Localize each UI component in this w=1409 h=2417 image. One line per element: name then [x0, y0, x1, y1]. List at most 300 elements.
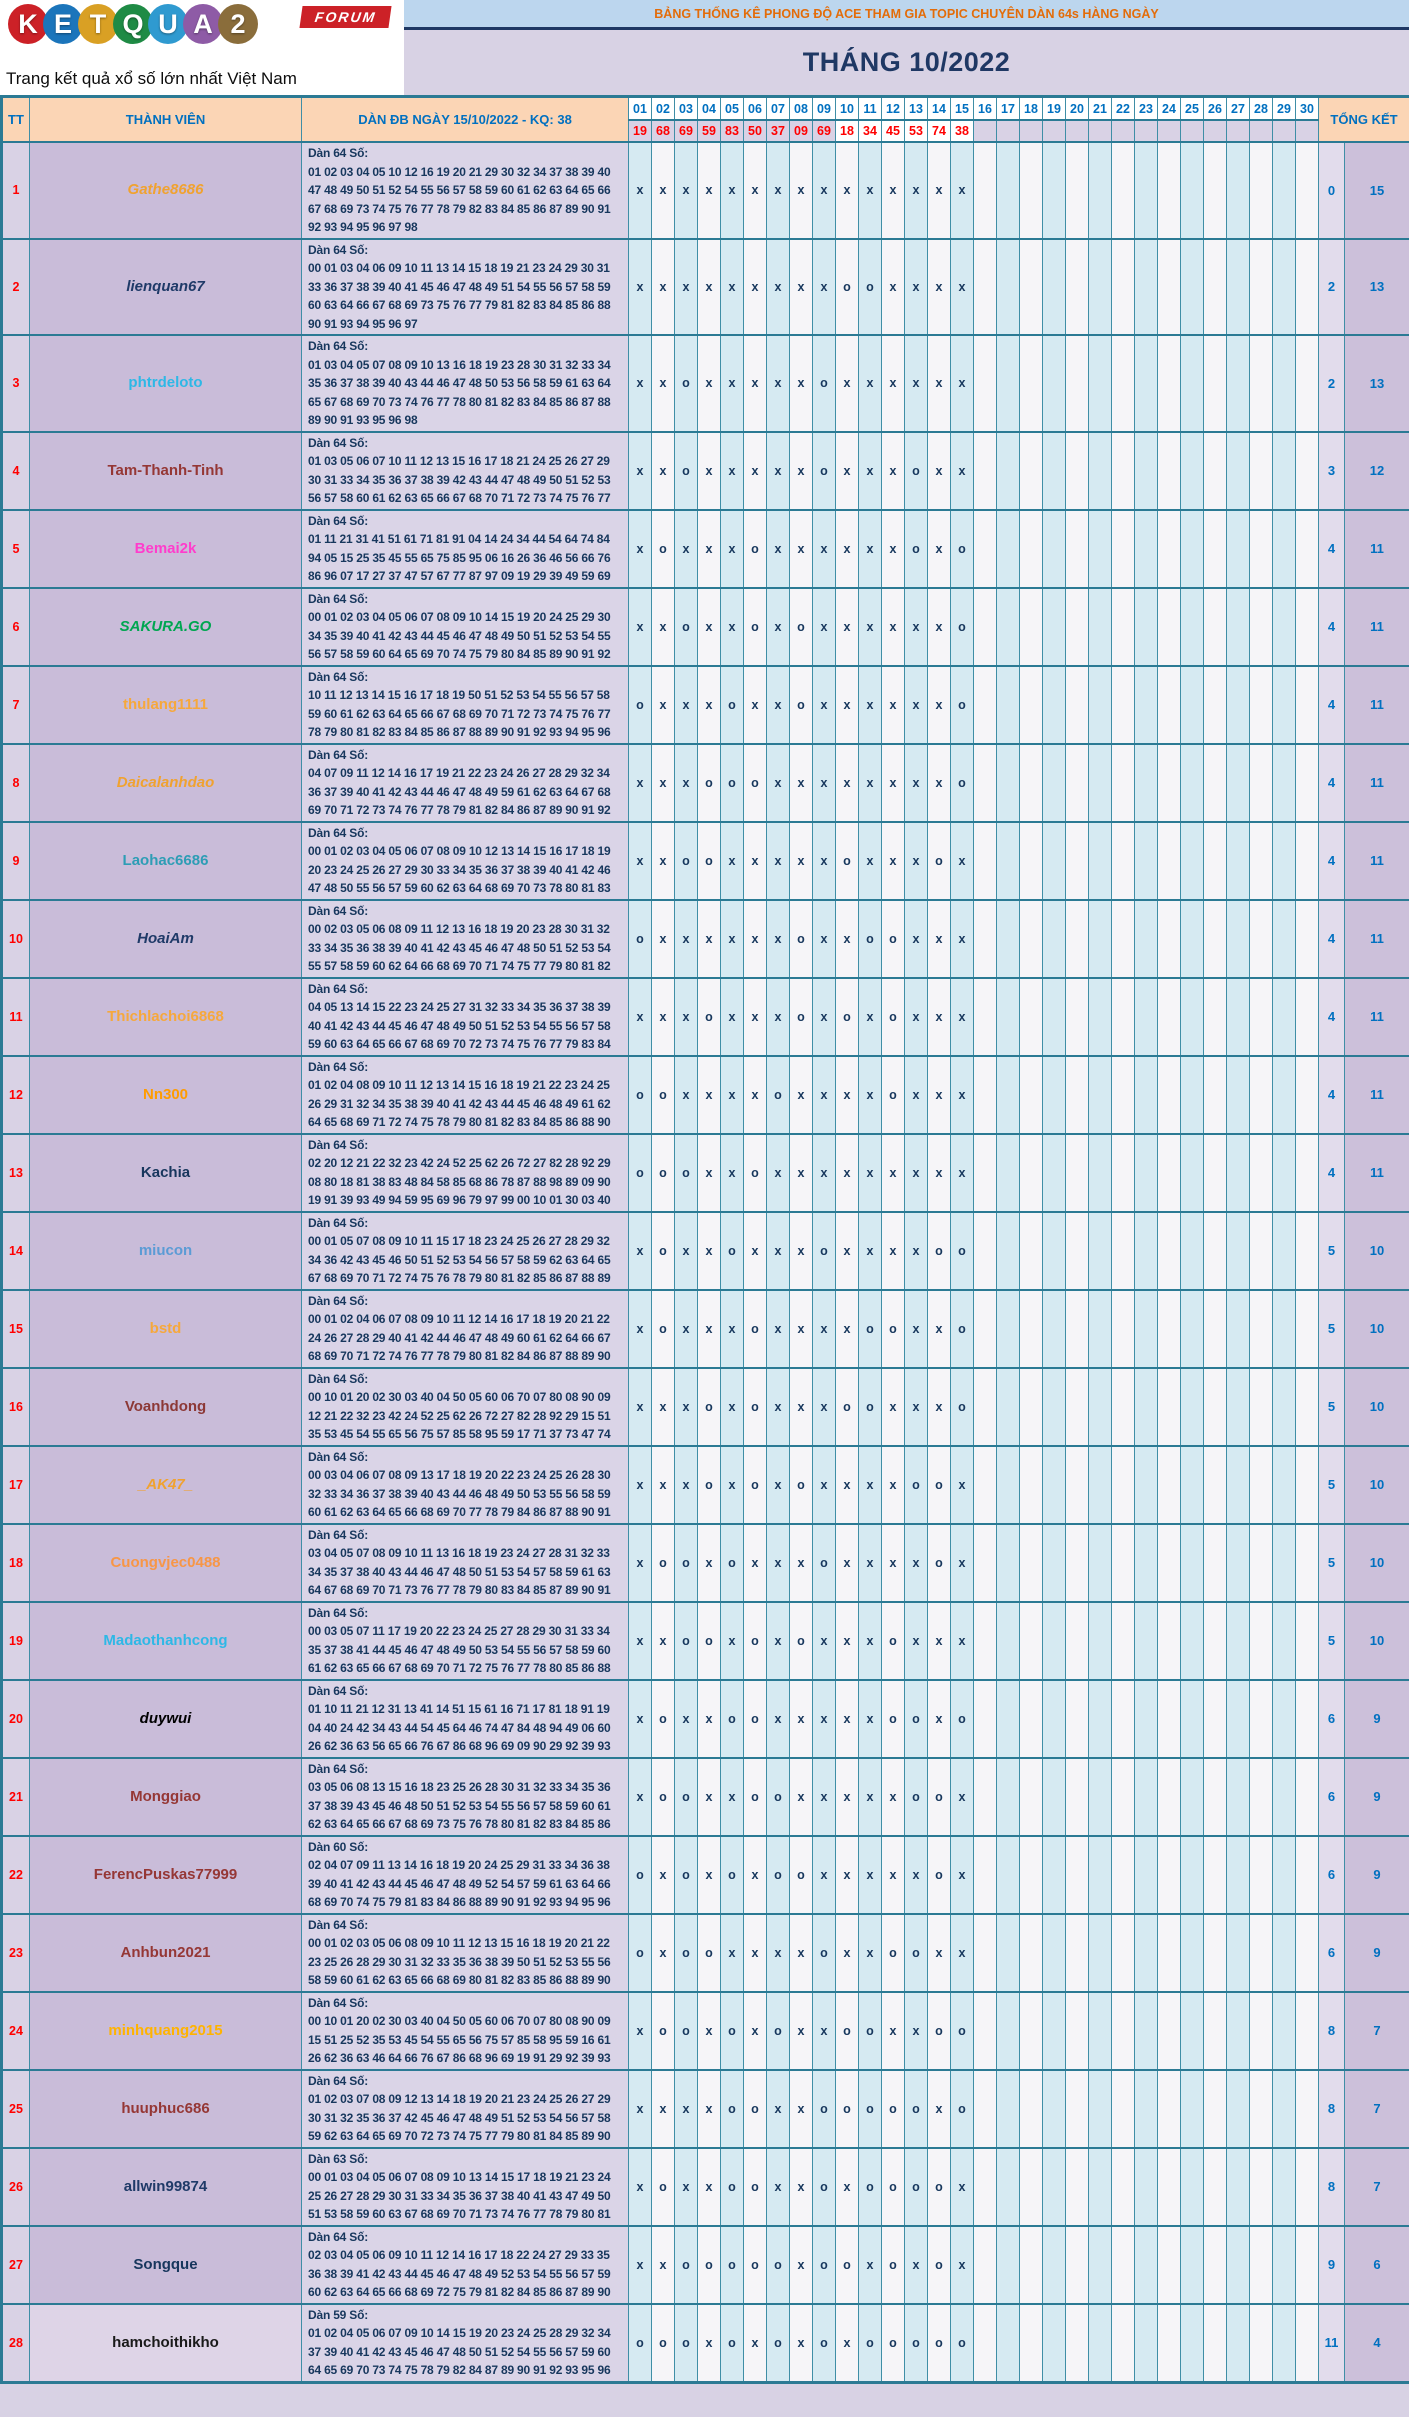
mark-cell	[1227, 1212, 1250, 1290]
mark-cell	[1158, 2148, 1181, 2226]
mark-cell	[1066, 510, 1089, 588]
day-header: 07	[767, 97, 790, 121]
mark-cell	[1250, 2148, 1273, 2226]
member-row	[2, 2226, 1409, 2304]
member-name: Songque	[133, 2255, 198, 2273]
col-header-dan: DÀN ĐB NGÀY 15/10/2022 - KQ: 38	[302, 97, 629, 143]
dan-label: Dàn 64 Số:	[308, 242, 369, 257]
mark-cell: x	[790, 1290, 813, 1368]
mark-cell	[974, 978, 997, 1056]
mark-cell: o	[767, 1992, 790, 2070]
member-cell	[30, 1680, 302, 1758]
mark-cell: x	[629, 1992, 652, 2070]
mark-cell	[1250, 1056, 1273, 1134]
mark-cell	[1043, 1446, 1066, 1524]
row-index: 9	[2, 822, 30, 900]
mark-cell: x	[928, 588, 951, 666]
mark-cell: x	[859, 1134, 882, 1212]
mark-cell	[1089, 2226, 1112, 2304]
member-name: _AK47_	[137, 1475, 194, 1493]
mark-cell	[974, 1524, 997, 1602]
dan-numbers-line: 60 62 63 64 65 66 68 69 72 75 79 81 82 84 85 86 87 89 90	[308, 2285, 611, 2299]
total-col1: 9	[1319, 2226, 1345, 2304]
mark-cell: x	[813, 1446, 836, 1524]
mark-cell: x	[790, 2304, 813, 2383]
mark-cell: o	[905, 432, 928, 510]
mark-cell: x	[629, 822, 652, 900]
mark-cell	[1250, 666, 1273, 744]
logo-letter: A	[183, 4, 223, 44]
mark-cell	[1273, 2304, 1296, 2383]
row-index: 12	[2, 1056, 30, 1134]
total-col1: 4	[1319, 510, 1345, 588]
mark-cell	[1204, 822, 1227, 900]
mark-cell: o	[790, 1446, 813, 1524]
mark-cell	[1066, 239, 1089, 336]
mark-cell: x	[721, 335, 744, 432]
member-name: allwin99874	[123, 2177, 208, 2195]
result-value: 69	[675, 120, 698, 142]
mark-cell	[997, 1524, 1020, 1602]
dan-cell	[302, 335, 629, 432]
mark-cell: o	[790, 666, 813, 744]
mark-cell	[1227, 1680, 1250, 1758]
mark-cell	[1273, 744, 1296, 822]
mark-cell	[1043, 142, 1066, 239]
mark-cell: x	[767, 1524, 790, 1602]
mark-cell: o	[629, 1914, 652, 1992]
mark-cell: o	[928, 2304, 951, 2383]
mark-cell	[1181, 1992, 1204, 2070]
mark-cell	[1020, 900, 1043, 978]
mark-cell: x	[813, 822, 836, 900]
result-value: 69	[813, 120, 836, 142]
dan-cell	[302, 2226, 629, 2304]
mark-cell: x	[951, 432, 974, 510]
mark-cell	[1043, 744, 1066, 822]
mark-cell	[1135, 1290, 1158, 1368]
mark-cell	[1273, 1134, 1296, 1212]
mark-cell: x	[836, 744, 859, 822]
mark-cell: x	[882, 744, 905, 822]
mark-cell	[1135, 2070, 1158, 2148]
member-cell	[30, 744, 302, 822]
total-col2: 4	[1345, 2304, 1409, 2383]
mark-cell: o	[882, 1680, 905, 1758]
month-title: THÁNG 10/2022	[802, 47, 1011, 77]
mark-cell: x	[744, 1524, 767, 1602]
member-name: Madaothanhcong	[103, 1631, 228, 1649]
day-header: 08	[790, 97, 813, 121]
mark-cell	[1089, 2304, 1112, 2383]
member-cell	[30, 900, 302, 978]
mark-cell	[974, 1134, 997, 1212]
day-header: 12	[882, 97, 905, 121]
mark-cell: o	[675, 1602, 698, 1680]
total-col2: 10	[1345, 1368, 1409, 1446]
mark-cell: x	[951, 1914, 974, 1992]
result-value: 68	[652, 120, 675, 142]
mark-cell	[1227, 822, 1250, 900]
member-row	[2, 335, 1409, 432]
mark-cell	[1227, 1602, 1250, 1680]
mark-cell: o	[721, 2148, 744, 2226]
mark-cell	[1112, 2226, 1135, 2304]
mark-cell	[1020, 1758, 1043, 1836]
dan-numbers-line: 02 03 04 05 06 09 10 11 12 14 16 17 18 22 24 27 29 33 35	[308, 2248, 610, 2262]
mark-cell: x	[790, 1212, 813, 1290]
mark-cell	[1273, 978, 1296, 1056]
total-col1: 4	[1319, 822, 1345, 900]
row-index: 15	[2, 1290, 30, 1368]
dan-numbers-line: 58 59 60 61 62 63 65 66 68 69 80 81 82 83 85 86 88 89 90	[308, 1973, 611, 1987]
header-row-days	[2, 97, 1409, 121]
member-name: Laohac6686	[122, 851, 209, 869]
mark-cell	[1227, 1368, 1250, 1446]
dan-cell	[302, 1602, 629, 1680]
member-name: Daicalanhdao	[116, 773, 215, 791]
dan-numbers-line: 08 80 18 81 38 83 48 84 58 85 68 86 78 87 88 98 89 09 90	[308, 1174, 611, 1189]
mark-cell	[1250, 2304, 1273, 2383]
mark-cell	[1158, 1134, 1181, 1212]
mark-cell	[1181, 2226, 1204, 2304]
mark-cell	[1020, 1368, 1043, 1446]
member-cell	[30, 666, 302, 744]
mark-cell: o	[629, 900, 652, 978]
logo-letter: U	[148, 4, 188, 44]
mark-cell	[1112, 2070, 1135, 2148]
mark-cell	[1043, 1602, 1066, 1680]
mark-cell: o	[882, 2304, 905, 2383]
mark-cell	[1227, 1524, 1250, 1602]
mark-cell	[1158, 1446, 1181, 1524]
col-header-tt: TT	[2, 97, 30, 143]
mark-cell	[1227, 432, 1250, 510]
dan-label: Dàn 64 Số:	[308, 1527, 369, 1542]
mark-cell: x	[859, 744, 882, 822]
day-header: 21	[1089, 97, 1112, 121]
total-col2: 10	[1345, 1212, 1409, 1290]
member-row	[2, 978, 1409, 1056]
mark-cell	[974, 744, 997, 822]
mark-cell: o	[721, 1992, 744, 2070]
mark-cell: x	[882, 1836, 905, 1914]
mark-cell: o	[882, 2226, 905, 2304]
result-value	[1158, 120, 1181, 142]
total-col1: 5	[1319, 1524, 1345, 1602]
dan-label: Dàn 64 Số:	[308, 1995, 369, 2010]
dan-label: Dàn 64 Số:	[308, 1137, 369, 1152]
mark-cell: o	[928, 1836, 951, 1914]
member-name: hamchoithikho	[112, 2333, 219, 2351]
mark-cell: x	[836, 510, 859, 588]
mark-cell	[997, 239, 1020, 336]
mark-cell	[1204, 978, 1227, 1056]
logo-letter: K	[8, 4, 48, 44]
logo-letter: 2	[218, 4, 258, 44]
day-header: 18	[1020, 97, 1043, 121]
mark-cell	[1089, 900, 1112, 978]
mark-cell	[1158, 822, 1181, 900]
mark-cell: x	[629, 2226, 652, 2304]
mark-cell: o	[928, 1524, 951, 1602]
mark-cell	[997, 2304, 1020, 2383]
dan-numbers-line: 26 62 36 63 46 64 66 76 67 86 68 96 69 19 91 29 92 39 93	[308, 2051, 611, 2065]
dan-cell	[302, 1524, 629, 1602]
mark-cell	[974, 588, 997, 666]
mark-cell: x	[698, 1758, 721, 1836]
member-name: Thichlachoi6868	[107, 1007, 224, 1025]
mark-cell	[1066, 2304, 1089, 2383]
mark-cell	[997, 978, 1020, 1056]
result-value: 74	[928, 120, 951, 142]
mark-cell: o	[813, 335, 836, 432]
mark-cell	[1181, 666, 1204, 744]
mark-cell	[1227, 1914, 1250, 1992]
mark-cell	[1296, 2226, 1319, 2304]
mark-cell: x	[813, 142, 836, 239]
row-index: 17	[2, 1446, 30, 1524]
mark-cell	[1089, 335, 1112, 432]
dan-label: Dàn 64 Số:	[308, 1605, 369, 1620]
mark-cell: o	[652, 2304, 675, 2383]
mark-cell	[1043, 1836, 1066, 1914]
dan-cell	[302, 2304, 629, 2383]
mark-cell	[1181, 1212, 1204, 1290]
mark-cell: x	[721, 978, 744, 1056]
mark-cell	[1181, 822, 1204, 900]
dan-numbers-line: 25 26 27 28 29 30 31 33 34 35 36 37 38 40 41 43 47 49 50	[308, 2188, 611, 2203]
member-row	[2, 2304, 1409, 2383]
mark-cell	[1135, 1524, 1158, 1602]
mark-cell: x	[790, 142, 813, 239]
mark-cell	[1250, 2070, 1273, 2148]
mark-cell: x	[790, 1758, 813, 1836]
mark-cell	[1227, 2226, 1250, 2304]
total-col1: 4	[1319, 978, 1345, 1056]
mark-cell: x	[721, 239, 744, 336]
mark-cell: o	[767, 1836, 790, 1914]
row-index: 8	[2, 744, 30, 822]
mark-cell: o	[698, 1446, 721, 1524]
dan-numbers-line: 00 01 03 04 06 09 10 11 13 14 15 18 19 21 23 24 29 30 31	[308, 261, 610, 275]
mark-cell	[1296, 822, 1319, 900]
mark-cell	[1135, 2226, 1158, 2304]
mark-cell	[974, 1212, 997, 1290]
mark-cell: x	[629, 335, 652, 432]
mark-cell: x	[767, 510, 790, 588]
mark-cell: x	[813, 588, 836, 666]
mark-cell	[1181, 588, 1204, 666]
dan-cell	[302, 978, 629, 1056]
mark-cell	[1227, 2070, 1250, 2148]
mark-cell: o	[951, 510, 974, 588]
mark-cell	[1135, 1134, 1158, 1212]
mark-cell	[1020, 432, 1043, 510]
row-index: 7	[2, 666, 30, 744]
day-header: 30	[1296, 97, 1319, 121]
mark-cell	[1181, 1056, 1204, 1134]
dan-numbers-line: 35 37 38 41 44 45 46 47 48 49 50 53 54 55 56 57 58 59 60	[308, 1642, 611, 1657]
mark-cell: x	[905, 822, 928, 900]
mark-cell	[1043, 1992, 1066, 2070]
mark-cell: x	[790, 1056, 813, 1134]
stats-table	[0, 95, 1409, 2384]
mark-cell: o	[951, 744, 974, 822]
mark-cell	[1181, 1134, 1204, 1212]
mark-cell: x	[675, 2148, 698, 2226]
mark-cell: o	[790, 900, 813, 978]
dan-numbers-line: 01 02 03 07 08 09 12 13 14 18 19 20 21 23 24 25 26 27 29	[308, 2092, 611, 2106]
mark-cell: x	[698, 1992, 721, 2070]
mark-cell: o	[813, 2304, 836, 2383]
mark-cell	[1043, 335, 1066, 432]
mark-cell	[1066, 666, 1089, 744]
mark-cell	[997, 822, 1020, 900]
dan-numbers-line: 92 93 94 95 96 97 98	[308, 220, 418, 234]
mark-cell: x	[698, 432, 721, 510]
mark-cell: x	[721, 1446, 744, 1524]
mark-cell: o	[652, 2148, 675, 2226]
dan-numbers-line: 00 01 02 03 05 06 08 09 10 11 12 13 15 16 18 19 20 21 22	[308, 1936, 610, 1950]
mark-cell	[1112, 2148, 1135, 2226]
mark-cell: x	[744, 142, 767, 239]
mark-cell: o	[721, 2070, 744, 2148]
mark-cell: o	[675, 1524, 698, 1602]
member-name: Monggiao	[130, 1787, 201, 1805]
mark-cell: x	[928, 1914, 951, 1992]
mark-cell	[974, 1680, 997, 1758]
member-name: Bemai2k	[134, 539, 197, 557]
dan-numbers-line: 00 10 01 20 02 30 03 40 04 50 05 60 06 70 07 80 08 90 09	[308, 1390, 611, 1404]
mark-cell: x	[813, 1134, 836, 1212]
mark-cell: x	[859, 510, 882, 588]
mark-cell	[1181, 1836, 1204, 1914]
mark-cell: x	[629, 588, 652, 666]
mark-cell: x	[698, 1680, 721, 1758]
member-row	[2, 1836, 1409, 1914]
mark-cell: x	[698, 239, 721, 336]
dan-cell	[302, 744, 629, 822]
mark-cell: x	[813, 1758, 836, 1836]
mark-cell: x	[882, 432, 905, 510]
mark-cell	[1020, 2226, 1043, 2304]
mark-cell	[1158, 1602, 1181, 1680]
mark-cell	[997, 2070, 1020, 2148]
mark-cell: x	[790, 1680, 813, 1758]
total-col1: 3	[1319, 432, 1345, 510]
mark-cell: x	[928, 1134, 951, 1212]
mark-cell	[1273, 1290, 1296, 1368]
dan-label: Dàn 64 Số:	[308, 747, 369, 762]
mark-cell	[1250, 142, 1273, 239]
mark-cell	[974, 142, 997, 239]
mark-cell: x	[629, 1602, 652, 1680]
mark-cell: x	[928, 1056, 951, 1134]
mark-cell	[1066, 900, 1089, 978]
mark-cell	[1020, 1602, 1043, 1680]
mark-cell: x	[675, 1056, 698, 1134]
member-cell	[30, 1056, 302, 1134]
dan-numbers-line: 64 65 69 70 73 74 75 78 79 82 84 87 89 90 91 92 93 95 96	[308, 2363, 611, 2377]
mark-cell: o	[629, 666, 652, 744]
mark-cell: x	[836, 2148, 859, 2226]
mark-cell: o	[836, 1992, 859, 2070]
dan-numbers-line: 01 03 05 06 07 10 11 12 13 15 16 17 18 21 24 25 26 27 29	[308, 454, 610, 468]
mark-cell	[1296, 1368, 1319, 1446]
mark-cell	[1135, 1914, 1158, 1992]
row-index: 4	[2, 432, 30, 510]
member-cell	[30, 2304, 302, 2383]
total-col1: 6	[1319, 1836, 1345, 1914]
mark-cell	[1043, 1680, 1066, 1758]
mark-cell	[1112, 239, 1135, 336]
mark-cell: x	[859, 1914, 882, 1992]
mark-cell: x	[721, 142, 744, 239]
mark-cell: o	[951, 588, 974, 666]
mark-cell: x	[790, 1134, 813, 1212]
mark-cell	[1158, 2304, 1181, 2383]
member-cell	[30, 1290, 302, 1368]
mark-cell	[1112, 1134, 1135, 1212]
mark-cell	[1135, 432, 1158, 510]
mark-cell: x	[836, 1056, 859, 1134]
total-col2: 13	[1345, 335, 1409, 432]
mark-cell: x	[790, 1992, 813, 2070]
dan-numbers-line: 04 07 09 11 12 14 16 17 19 21 22 23 24 26 27 28 29 32 34	[308, 766, 610, 780]
mark-cell: x	[790, 239, 813, 336]
mark-cell: o	[698, 822, 721, 900]
mark-cell: x	[859, 1524, 882, 1602]
mark-cell: x	[790, 2148, 813, 2226]
dan-numbers-line: 20 23 24 25 26 27 29 30 33 34 35 36 37 38 39 40 41 42 46	[308, 862, 611, 877]
result-value	[1204, 120, 1227, 142]
mark-cell: x	[767, 432, 790, 510]
mark-cell	[1204, 1914, 1227, 1992]
mark-cell: x	[744, 1212, 767, 1290]
mark-cell: o	[928, 1758, 951, 1836]
mark-cell	[1020, 335, 1043, 432]
mark-cell: o	[698, 978, 721, 1056]
member-name: bstd	[149, 1319, 182, 1337]
mark-cell	[1204, 744, 1227, 822]
mark-cell: x	[951, 1446, 974, 1524]
total-col2: 10	[1345, 1446, 1409, 1524]
day-header: 06	[744, 97, 767, 121]
mark-cell	[1066, 1524, 1089, 1602]
mark-cell	[1066, 432, 1089, 510]
mark-cell	[974, 2226, 997, 2304]
member-row	[2, 510, 1409, 588]
mark-cell: x	[813, 1290, 836, 1368]
mark-cell: o	[721, 1680, 744, 1758]
mark-cell: x	[836, 1212, 859, 1290]
mark-cell: x	[744, 822, 767, 900]
mark-cell	[1227, 1056, 1250, 1134]
mark-cell	[1089, 1134, 1112, 1212]
mark-cell	[1227, 1290, 1250, 1368]
mark-cell: x	[652, 335, 675, 432]
mark-cell	[1112, 1758, 1135, 1836]
mark-cell	[1181, 2304, 1204, 2383]
mark-cell	[1296, 510, 1319, 588]
mark-cell: x	[882, 239, 905, 336]
mark-cell	[1227, 335, 1250, 432]
mark-cell: x	[905, 1134, 928, 1212]
mark-cell	[1043, 1914, 1066, 1992]
mark-cell	[1273, 1602, 1296, 1680]
dan-numbers-line: 47 48 50 55 56 57 59 60 62 63 64 68 69 70 73 78 80 81 83	[308, 881, 611, 895]
